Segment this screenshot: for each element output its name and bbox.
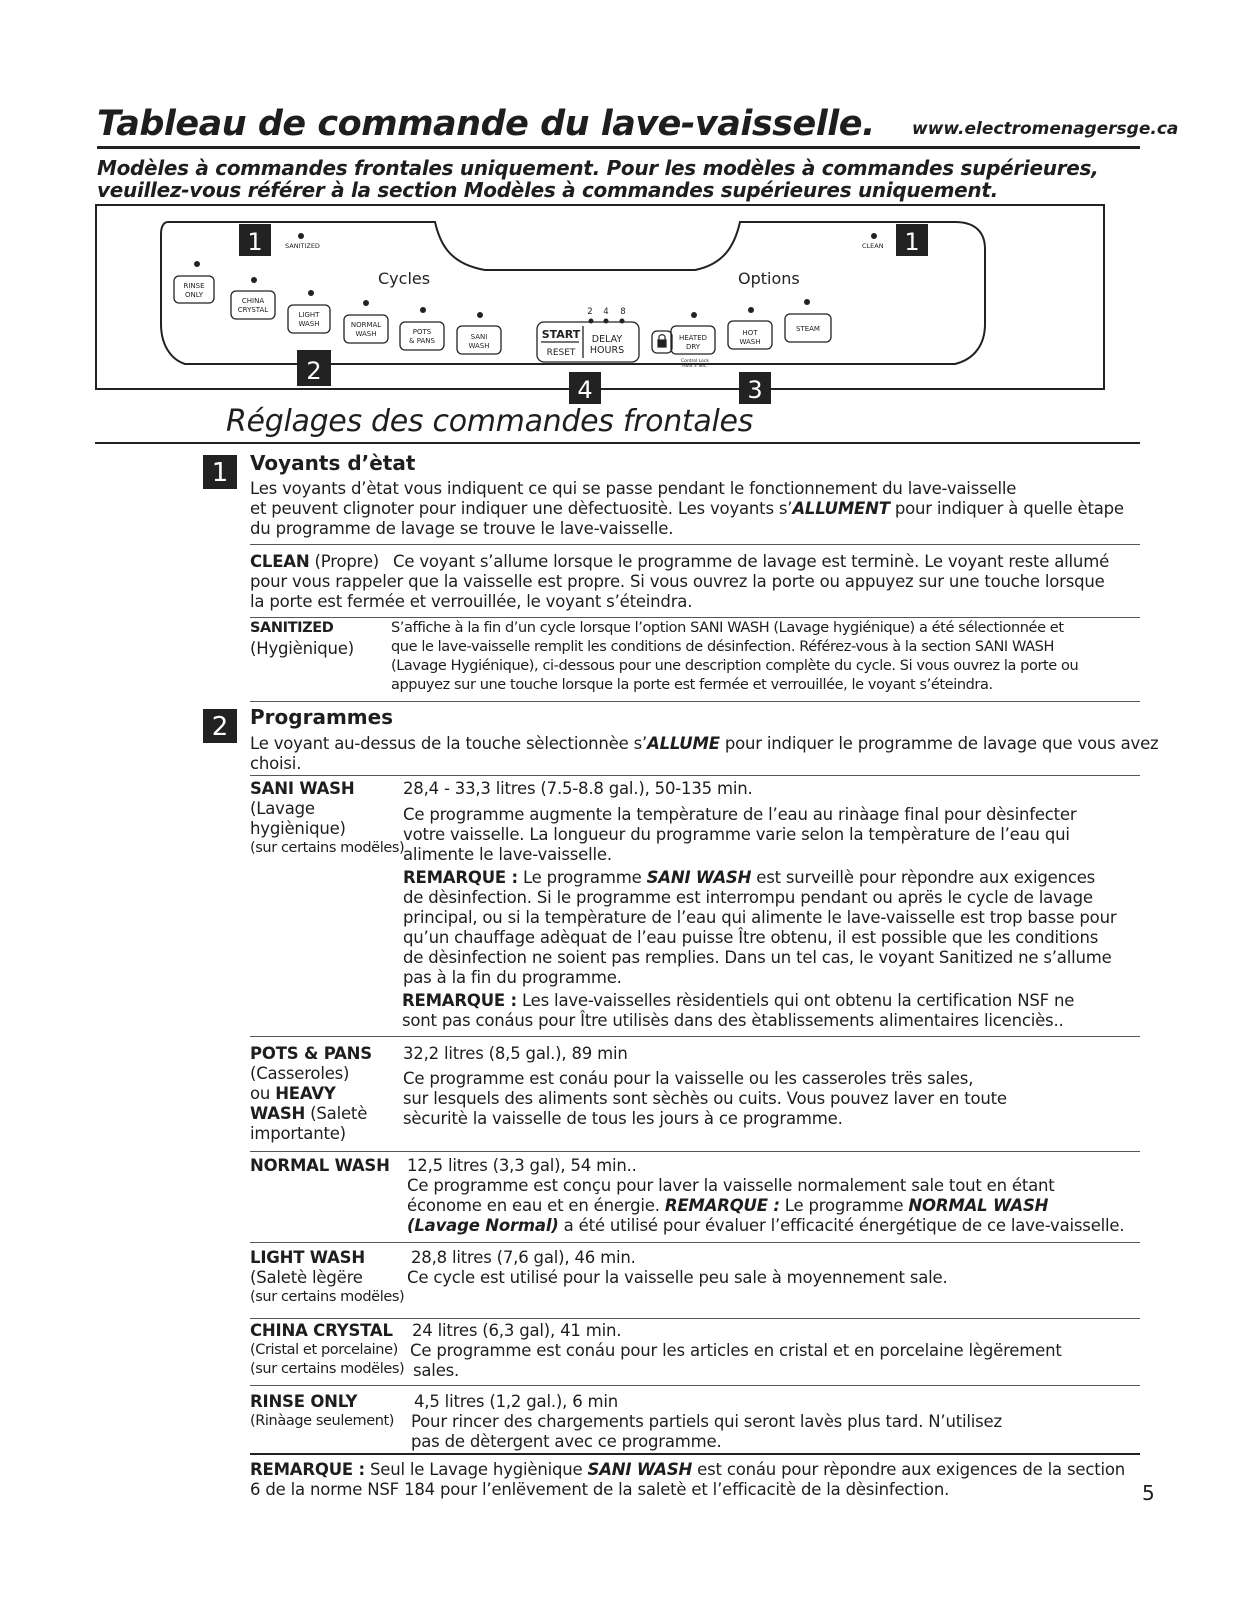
website-url[interactable]: www.electromenagersge.ca — [912, 119, 1179, 139]
svg-text:3: 3 — [747, 376, 763, 404]
light-wash-label-1: LIGHT — [298, 311, 320, 319]
svg-text:2: 2 — [306, 357, 322, 385]
sani-wash-label-2: WASH — [468, 342, 490, 350]
pots-pans-label-2: & PANS — [409, 337, 435, 345]
china-crystal-spec: 24 litres (6,3 gal), 41 min. — [412, 1321, 622, 1340]
divider — [250, 701, 1140, 702]
hot-wash-label-1: HOT — [742, 329, 758, 337]
svg-text:4: 4 — [577, 376, 593, 404]
sani-wash-label-block: SANI WASH (Lavage hygiènique) (sur certains modëles) — [250, 779, 405, 856]
divider — [250, 1036, 1140, 1037]
rinse-only-label-1: RINSE — [183, 282, 205, 290]
divider — [250, 775, 1140, 776]
pots-pans-button[interactable] — [400, 322, 444, 350]
pots-pans-label-block: POTS & PANS (Casseroles) ou HEAVY WASH (Saletè importante) — [250, 1044, 372, 1143]
callout-1-left — [239, 224, 271, 256]
callout-3 — [739, 372, 771, 404]
programs-intro: Le voyant au-dessus de la touche sèlectionnèe s’ALLUME pour indiquer le programme de lavage que vous avez choisi. — [250, 734, 1159, 773]
divider — [250, 1242, 1140, 1243]
sanitized-paren: (Hygiènique) — [250, 639, 354, 658]
steam-label: STEAM — [796, 325, 820, 333]
divider — [250, 617, 1140, 618]
china-crystal-label-2: CRYSTAL — [237, 306, 269, 314]
light-wash-button[interactable] — [288, 305, 330, 333]
delay-4: 4 — [603, 307, 609, 317]
heated-dry-label-1: HEATED — [678, 334, 708, 342]
status-intro: Les voyants d’ètat vous indiquent ce qui se passe pendant le fonctionnement du lave-vaisselle et peuvent clignoter pour indiquer une dèfectuositè. Les voyants s’ALLUMENT pour indiquer à quelle ètape du programme de lavage se trouve le lave-vaisselle. — [250, 479, 1124, 538]
clean-description: CLEAN (Propre) Ce voyant s’allume lorsque le programme de lavage est terminè. Le voyant reste allumé pour vous rappeler que la vaisselle est propre. Si vous ouvrez la porte ou appuyez sur une touche lorsque la porte est fermée et verrouillée, le voyant s’éteindra. — [250, 552, 1110, 611]
section-heading: Réglages des commandes frontales — [226, 404, 753, 439]
section-rule — [95, 442, 1140, 444]
clean-text: CLEAN — [862, 242, 884, 250]
sani-wash-description: Ce programme augmente la tempèrature de l’eau au rinàage final pour dèsinfecter votre vaisselle. La longueur du programme varie selon la tempèrature de l’eau qui alimente le lave-vaisselle. — [403, 805, 1077, 864]
hours-label: HOURS — [589, 345, 625, 356]
heated-dry-label-2: DRY — [685, 343, 701, 351]
final-note: REMARQUE : Seul le Lavage hygiènique SANI WASH est conáu pour rèpondre aux exigences de la section 6 de la norme NSF 184 pour l’enlëvement de la saletè et l’efficacitè de la dèsinfection. — [250, 1460, 1126, 1499]
sani-wash-note-1: REMARQUE : Le programme SANI WASH est surveillè pour rèpondre aux exigences de dèsinfection. Si le programme est interrompu pendant ou aprës le cycle de lavage principal, ou si la tempèrature de l’eau qui alimente le lave-vaisselle est trop basse pour qu’un chauffage adèquat de l’eau puisse Ître obtenu, il est possible que les conditions de dèsinfection ne soient pas remplies. Dans un tel cas, le voyant Sanitized ne s’allume pas à la fin du programme. — [403, 868, 1117, 987]
svg-text:1: 1 — [247, 228, 263, 256]
china-crystal-description: Ce programme est conáu pour les articles en cristal et en porcelaine lègërement sales. — [410, 1341, 1062, 1380]
light-wash-label-2: WASH — [298, 320, 320, 328]
page-title: Tableau de commande du lave-vaisselle. — [97, 104, 875, 144]
normal-wash-description: 12,5 litres (3,3 gal), 54 min.. Ce programme est conçu pour laver la vaisselle normalement sale tout en étant économe en eau et en énergie. REMARQUE : Le programme NORMAL WASH (Lavage Normal) a été utilisé pour évaluer l’efficacité énergétique de ce lave-vaisselle. — [407, 1156, 1125, 1235]
delay-2: 2 — [587, 307, 593, 317]
page-number: 5 — [1142, 1481, 1155, 1505]
pots-pans-description: Ce programme est conáu pour la vaisselle ou les casseroles trës sales, sur lesquels des aliments sont sèchès ou cuits. Vous pouvez laver en toute sècuritè la vaisselle de tous les jours à ce programme. — [403, 1069, 1007, 1128]
normal-wash-label-2: WASH — [355, 330, 377, 338]
normal-wash-label-1: NORMAL — [350, 321, 382, 329]
sanitized-description: S’affiche à la fin d’un cycle lorsque l’option SANI WASH (Lavage hygiénique) a été sélectionnée et que le lave-vaisselle remplit les conditions de désinfection. Référez-vous à la section SANI WASH (Lavage Hygiénique), ci-dessous pour une description complète du cycle. Si vous ouvrez la porte ou appuyez sur une touche lorsque la porte est fermée et verrouillée, le voyant s’éteindra. — [391, 620, 1079, 693]
programs-heading: Programmes — [250, 705, 394, 729]
cycles-label: Cycles — [378, 269, 431, 288]
light-wash-spec: 28,8 litres (7,6 gal), 46 min. — [411, 1248, 636, 1267]
callout-1-right — [896, 224, 928, 256]
rinse-only-label-2: ONLY — [185, 291, 203, 299]
china-crystal-button[interactable] — [231, 291, 275, 319]
pots-pans-label-1: POTS — [412, 328, 432, 336]
divider — [250, 544, 1140, 545]
callout-2 — [297, 350, 331, 386]
sani-wash-note-2: REMARQUE : Les lave-vaisselles rèsidentiels qui ont obtenu la certification NSF ne sont pas conáus pour Ître utilisès dans des ètablissements alimentaires licenciès.. — [402, 991, 1075, 1030]
delay-8: 8 — [620, 307, 626, 317]
callout-4 — [569, 372, 601, 404]
normal-wash-label: NORMAL WASH — [250, 1156, 390, 1175]
lock-icon — [658, 335, 666, 347]
control-lock-label-2: Hold 3 Sec. — [682, 364, 708, 369]
hot-wash-label-2: WASH — [739, 338, 761, 346]
rinse-only-label-block: RINSE ONLY (Rinàage seulement) — [250, 1392, 395, 1429]
page-subtitle: Modèles à commandes frontales uniquement. Pour les modèles à commandes supérieures, veuillez-vous référer à la section Modèles à commandes supérieures uniquement. — [97, 156, 1099, 202]
light-wash-label-block: LIGHT WASH (Saletè lègëre (sur certains modëles) — [250, 1248, 405, 1305]
delay-label: DELAY — [591, 334, 623, 345]
header-rule — [97, 146, 1140, 149]
sani-wash-spec: 28,4 - 33,3 litres (7.5-8.8 gal.), 50-135 min. — [403, 779, 753, 798]
normal-wash-button[interactable] — [344, 315, 388, 343]
sanitized-label: SANITIZED — [250, 620, 334, 636]
start-label: START — [541, 328, 581, 341]
divider — [250, 1318, 1140, 1319]
divider — [250, 1453, 1140, 1455]
control-lock-label-1: Control Lock — [681, 359, 709, 364]
rinse-only-description: Pour rincer des chargements partiels qui seront lavès plus tard. N’utilisez pas de dètergent avec ce programme. — [411, 1412, 1002, 1451]
divider — [250, 1385, 1140, 1386]
control-panel-illustration — [95, 204, 1109, 404]
divider — [250, 1151, 1140, 1152]
rinse-only-spec: 4,5 litres (1,2 gal.), 6 min — [414, 1392, 619, 1411]
svg-text:1: 1 — [904, 228, 920, 256]
light-wash-description: Ce cycle est utilisé pour la vaisselle peu sale à moyennement sale. — [407, 1268, 948, 1287]
status-lights-heading: Voyants d’ètat — [250, 451, 416, 475]
sanitized-text: SANITIZED — [285, 242, 320, 250]
section-2-badge: 2 — [203, 709, 237, 743]
section-1-badge: 1 — [203, 455, 237, 489]
pots-pans-spec: 32,2 litres (8,5 gal.), 89 min — [403, 1044, 628, 1063]
options-label: Options — [738, 269, 800, 288]
reset-label: RESET — [546, 348, 576, 358]
china-crystal-label-1: CHINA — [241, 297, 265, 305]
sani-wash-label-1: SANI — [470, 333, 488, 341]
china-crystal-label-block: CHINA CRYSTAL (Cristal et porcelaine) (sur certains modëles) — [250, 1321, 405, 1377]
